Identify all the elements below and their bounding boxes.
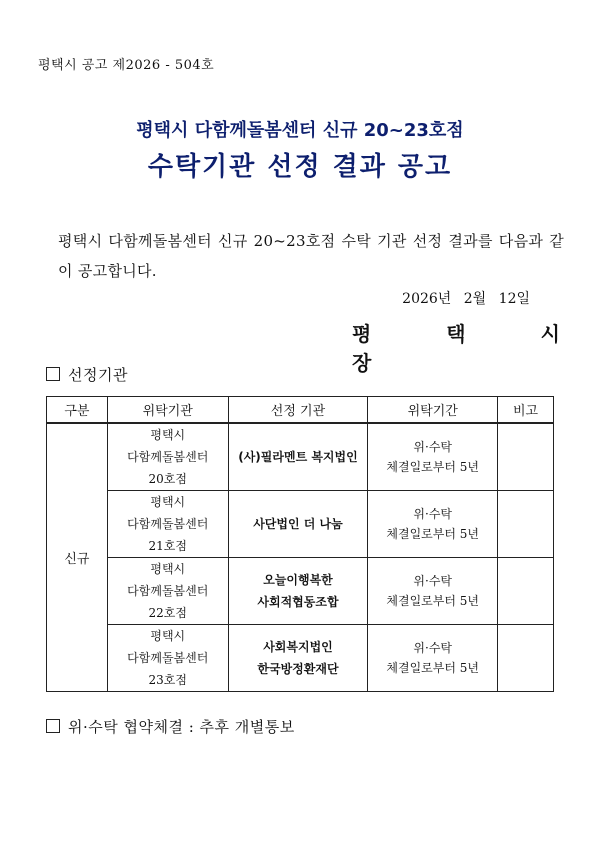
header-category: 구분 bbox=[47, 397, 108, 424]
section-label: 위·수탁 협약체결 : 추후 개별통보 bbox=[68, 718, 295, 736]
table-row bbox=[47, 491, 554, 558]
category-cell: 신규 bbox=[47, 423, 108, 692]
section-label: 선정기관 bbox=[68, 366, 128, 384]
note-cell bbox=[498, 625, 554, 692]
checkbox-square-icon bbox=[46, 719, 60, 733]
branch-cell: 평택시 다함께돌봄센터 20호점 bbox=[107, 423, 228, 491]
note-cell bbox=[498, 491, 554, 558]
table-header-row bbox=[47, 397, 554, 424]
period-cell: 위·수탁 체결일로부터 5년 bbox=[368, 625, 498, 692]
results-table bbox=[46, 396, 554, 692]
body-text: 평택시 다함께돌봄센터 신규 20~23호점 수탁 기관 선정 결과를 다음과 같이 공고합니다. bbox=[58, 232, 564, 280]
institution-cell: (사)필라멘트 복지법인 bbox=[228, 423, 368, 491]
issuer-name: 평 택 시 장 bbox=[352, 322, 594, 375]
header-branch: 위탁기관 bbox=[107, 397, 228, 424]
checkbox-square-icon bbox=[46, 367, 60, 381]
title-line-1: 평택시 다함께돌봄센터 신규 20~23호점 bbox=[136, 120, 464, 141]
section-selected-institutions bbox=[46, 364, 128, 385]
header-period: 위탁기간 bbox=[368, 397, 498, 424]
note-cell bbox=[498, 558, 554, 625]
institution-cell: 오늘이행복한 사회적협동조합 bbox=[228, 558, 368, 625]
period-cell: 위·수탁 체결일로부터 5년 bbox=[368, 558, 498, 625]
title-line-2: 수탁기관 선정 결과 공고 bbox=[147, 152, 453, 182]
table-row bbox=[47, 423, 554, 491]
notice-number: 평택시 공고 제2026 - 504호 bbox=[38, 58, 215, 73]
header-institution: 선정 기관 bbox=[228, 397, 368, 424]
header-note: 비고 bbox=[498, 397, 554, 424]
period-cell: 위·수탁 체결일로부터 5년 bbox=[368, 491, 498, 558]
table-row bbox=[47, 625, 554, 692]
period-cell: 위·수탁 체결일로부터 5년 bbox=[368, 423, 498, 491]
branch-cell: 평택시 다함께돌봄센터 22호점 bbox=[107, 558, 228, 625]
announcement-date: 2026년 2월 12일 bbox=[402, 291, 530, 307]
section-agreement-notice bbox=[46, 716, 295, 737]
institution-cell: 사회복지법인 한국방정환재단 bbox=[228, 625, 368, 692]
branch-cell: 평택시 다함께돌봄센터 21호점 bbox=[107, 491, 228, 558]
note-cell bbox=[498, 423, 554, 491]
institution-cell: 사단법인 더 나눔 bbox=[228, 491, 368, 558]
branch-cell: 평택시 다함께돌봄센터 23호점 bbox=[107, 625, 228, 692]
table-row bbox=[47, 558, 554, 625]
